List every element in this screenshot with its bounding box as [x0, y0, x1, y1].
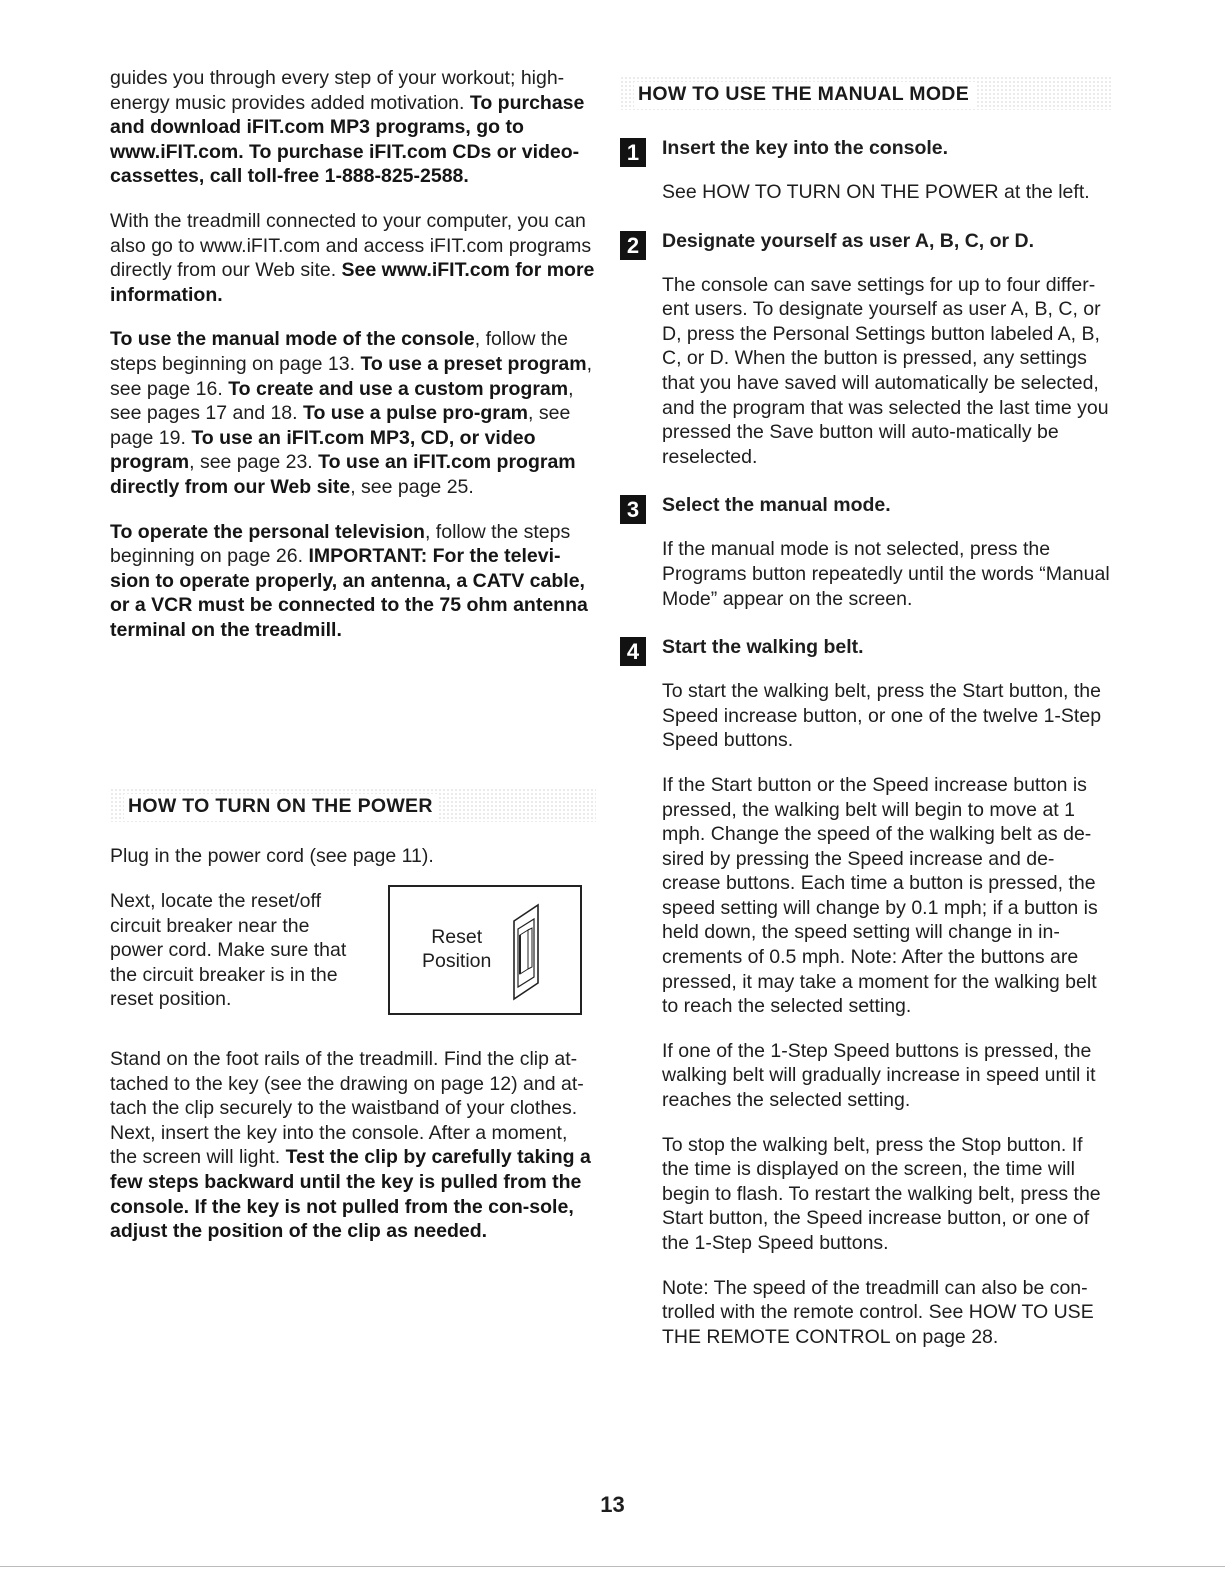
step-body [662, 679, 1112, 1349]
reset-label-line1: Reset [431, 926, 483, 949]
step-body [662, 537, 1112, 611]
page-number: 13 [600, 1492, 625, 1517]
step-body [662, 273, 1112, 470]
computer-paragraph [110, 209, 596, 307]
step-paragraph: Note: The speed of the treadmill can also be con-trolled with the remote control. See HOW TO USE THE REMOTE CONTROL on page 28. [662, 1276, 1094, 1348]
bold-run: To use the manual mode of the console [110, 328, 475, 351]
bold-run: To operate the personal television [110, 520, 425, 543]
step-4 [620, 631, 1112, 1349]
bold-run: To use an iFIT.com MP3, CD, or video program [110, 426, 536, 474]
step-paragraph: To stop the walking belt, press the Stop button. If the time is displayed on the screen, the time will begin to flash. To restart the walking belt, press the Start button, the Speed increase button, or one of the 1-Step Speed buttons. [662, 1133, 1101, 1254]
reset-label-line2: Position [422, 950, 492, 973]
text-run: guides you through every step of your workout; high-energy music provides added motivation. [110, 67, 565, 114]
bold-run: To use a pulse pro-gram [303, 402, 529, 425]
bottom-scan-line [0, 1566, 1225, 1567]
step-title: Designate yourself as user A, B, C, or D. [662, 229, 1035, 252]
breaker-block [110, 889, 596, 1029]
right-column [620, 76, 1112, 1369]
manual-mode-heading [620, 76, 1112, 110]
power-paragraph-2: Next, locate the reset/off circuit breaker near the power cord. Make sure that the circuit breaker is in the reset position. [110, 890, 347, 1011]
power-heading-text: HOW TO TURN ON THE POWER [124, 794, 439, 819]
text-run: , follow the steps beginning on page 13. [110, 328, 568, 375]
bold-run: Test the clip by carefully taking a few steps backward until the key is pulled from the console. If the key is not pulled from the con-sole, adjust the position of the clip as needed. [110, 1146, 591, 1243]
text-run: , follow the steps beginning on page 26. [110, 520, 571, 568]
text-run: , see page 25. [350, 475, 474, 498]
reset-label [422, 925, 491, 973]
bold-run: See www.iFIT.com for more information. [110, 259, 595, 306]
intro-paragraph [110, 66, 596, 189]
step-title: Insert the key into the console. [662, 137, 949, 159]
step-paragraph: To start the walking belt, press the Start button, the Speed increase button, or one of the twelve 1-Step Speed buttons. [662, 680, 1102, 752]
text-run: , see page 16. [110, 352, 592, 400]
bold-run: To purchase and download iFIT.com MP3 programs, go to www.iFIT.com. To purchase iFIT.com CDs or video-cassettes, call toll-free 1-888-825-2588. [110, 91, 585, 188]
spacer [110, 662, 596, 788]
step-number-badge: 3 [620, 495, 646, 524]
text-run: , see pages 17 and 18. [110, 377, 574, 425]
step-paragraph: See HOW TO TURN ON THE POWER at the left. [662, 181, 1090, 203]
step-paragraph: If the manual mode is not selected, press the Programs button repeatedly until the words “Manual Mode” appear on the screen. [662, 538, 1110, 610]
power-paragraph-3 [110, 1047, 596, 1244]
circuit-breaker-icon [506, 899, 546, 1003]
step-paragraph: If the Start button or the Speed increase button is pressed, the walking belt will begin to move at 1 mph. Change the speed of the walking belt as de-sired by pressing the Speed increase and de-crease buttons. Each time a button is pressed, the speed setting will change by 0.1 mph; if a button is held down, the speed setting will change in in-crements of 0.5 mph. Note: After the buttons are pressed, it may take a moment for the walking belt to reach the selected setting. [662, 773, 1098, 1018]
manual-mode-heading-text: HOW TO USE THE MANUAL MODE [634, 82, 975, 107]
programs-paragraph [110, 327, 596, 499]
step-number-badge: 2 [620, 231, 646, 260]
step-1 [620, 132, 1112, 205]
text-run: With the treadmill connected to your computer, you can also go to www.iFIT.com and access iFIT.com programs directly from our Web site. [110, 209, 592, 282]
step-paragraph: If one of the 1-Step Speed buttons is pressed, the walking belt will gradually increase in speed until it reaches the selected setting. [662, 1039, 1096, 1112]
bold-run: To create and use a custom program [228, 377, 569, 400]
bold-run: IMPORTANT: For the televi-sion to operate properly, an antenna, a CATV cable, or a VCR must be connected to the 75 ohm antenna terminal on the treadmill. [110, 545, 588, 641]
reset-position-figure [388, 885, 582, 1015]
text-run: , see page 23. [189, 451, 319, 474]
television-paragraph [110, 520, 596, 643]
step-number-badge: 4 [620, 637, 646, 666]
power-section-heading [110, 788, 596, 822]
step-title: Select the manual mode. [662, 494, 891, 517]
text-run: , see page 19. [110, 402, 571, 449]
step-3 [620, 489, 1112, 611]
step-paragraph: The console can save settings for up to four differ-ent users. To designate yourself as user A, B, C, or D, press the Personal Settings button labeled A, B, C, or D. When the button is pressed, any settings that you have saved will automatically be selected, and the program that was selected the last time you pressed the Save button will auto-matically be reselected. [662, 273, 1109, 468]
text-run: Stand on the foot rails of the treadmill. Find the clip at-tached to the key (see the drawing on page 12) and at-tach the clip securely to the waistband of your clothes. Next, insert the key into the console. After a moment, the screen will light. [110, 1048, 584, 1169]
left-column [110, 66, 596, 1264]
step-body [662, 180, 1112, 205]
step-number-badge: 1 [620, 138, 646, 167]
step-2 [620, 225, 1112, 470]
step-title: Start the walking belt. [662, 636, 864, 659]
power-paragraph-1: Plug in the power cord (see page 11). [110, 845, 434, 868]
bold-run: To use a preset program [360, 352, 587, 375]
bold-run: To use an iFIT.com program directly from our Web site [110, 451, 576, 498]
